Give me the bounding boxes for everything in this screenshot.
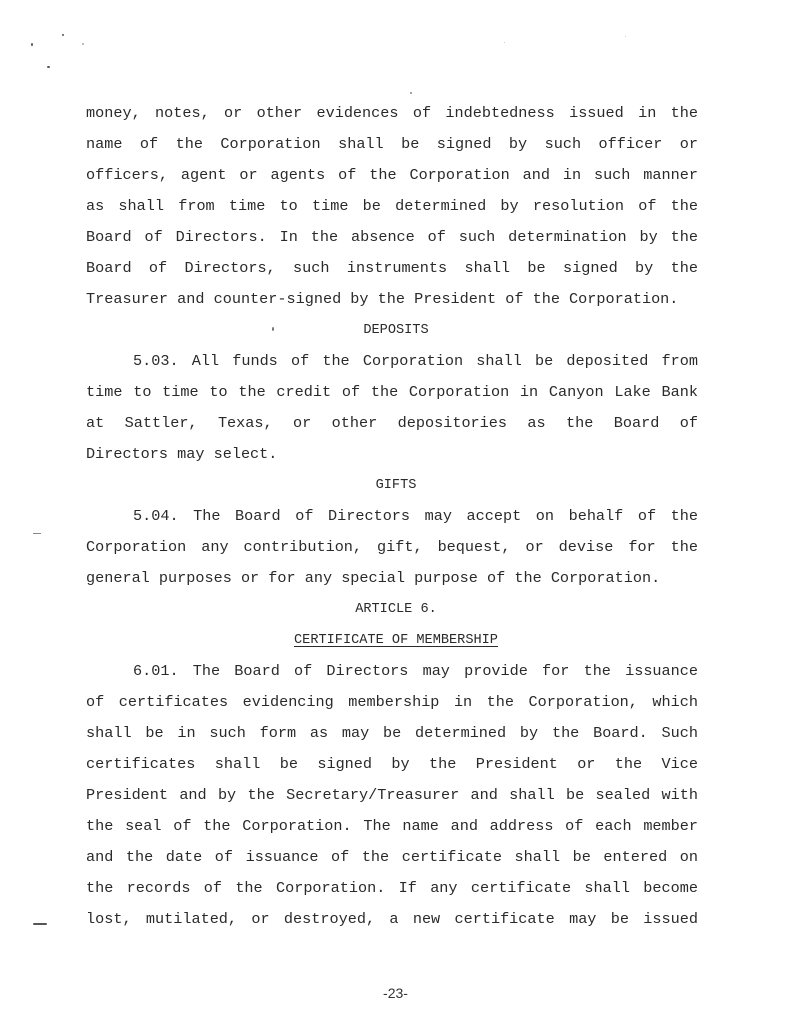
- text-line: officers, agent or agents of the Corporation and in such manner: [86, 166, 698, 184]
- scan-speck: [62, 34, 64, 36]
- scan-speck: [410, 92, 412, 94]
- scan-speck: [82, 43, 84, 45]
- scan-speck: [33, 923, 47, 925]
- scan-speck: [33, 533, 41, 534]
- scan-speck: [625, 36, 626, 37]
- text-line: 5.04. The Board of Directors may accept on behalf of the: [133, 507, 698, 525]
- section-heading-deposits: DEPOSITS: [363, 323, 429, 338]
- article-title-text: CERTIFICATE OF MEMBERSHIP: [294, 633, 498, 648]
- text-line: and the date of issuance of the certificate shall be entered on: [86, 848, 698, 866]
- scan-speck: [47, 66, 50, 68]
- text-line: 5.03. All funds of the Corporation shall be deposited from: [133, 352, 698, 370]
- paragraph-5-03: [86, 346, 698, 470]
- article-heading: ARTICLE 6.: [355, 602, 437, 617]
- text-line: at Sattler, Texas, or other depositories as the Board of: [86, 414, 698, 432]
- article-title: [86, 625, 698, 656]
- page-number: -23-: [383, 985, 408, 1001]
- text-line: the records of the Corporation. If any certificate shall become: [86, 879, 698, 897]
- text-line: as shall from time to time be determined by resolution of the: [86, 197, 698, 215]
- text-line: name of the Corporation shall be signed by such officer or: [86, 135, 698, 153]
- text-line: Board of Directors. In the absence of such determination by the: [86, 228, 698, 246]
- text-line: Treasurer and counter-signed by the President of the Corporation.: [86, 290, 679, 308]
- paragraph-5-04: [86, 501, 698, 594]
- scan-speck: [31, 43, 33, 46]
- paragraph-signing-instruments: [86, 98, 698, 315]
- text-line: President and by the Secretary/Treasurer and shall be sealed with: [86, 786, 698, 804]
- text-line: the seal of the Corporation. The name and address of each member: [86, 817, 698, 835]
- text-line: lost, mutilated, or destroyed, a new certificate may be issued: [86, 910, 698, 928]
- document-body: [86, 98, 698, 935]
- text-line: shall be in such form as may be determined by the Board. Such: [86, 724, 698, 742]
- text-line: Directors may select.: [86, 445, 278, 463]
- text-line: time to time to the credit of the Corporation in Canyon Lake Bank: [86, 383, 698, 401]
- text-line: general purposes or for any special purpose of the Corporation.: [86, 569, 661, 587]
- text-line: 6.01. The Board of Directors may provide for the issuance: [133, 662, 698, 680]
- text-line: Corporation any contribution, gift, bequest, or devise for the: [86, 538, 698, 556]
- text-line: of certificates evidencing membership in the Corporation, which: [86, 693, 698, 711]
- text-line: certificates shall be signed by the President or the Vice: [86, 755, 698, 773]
- scan-speck: [504, 42, 505, 43]
- text-line: money, notes, or other evidences of indebtedness issued in the: [86, 104, 698, 122]
- section-heading-gifts: GIFTS: [375, 478, 417, 493]
- paragraph-6-01: [86, 656, 698, 935]
- text-line: Board of Directors, such instruments shall be signed by the: [86, 259, 698, 277]
